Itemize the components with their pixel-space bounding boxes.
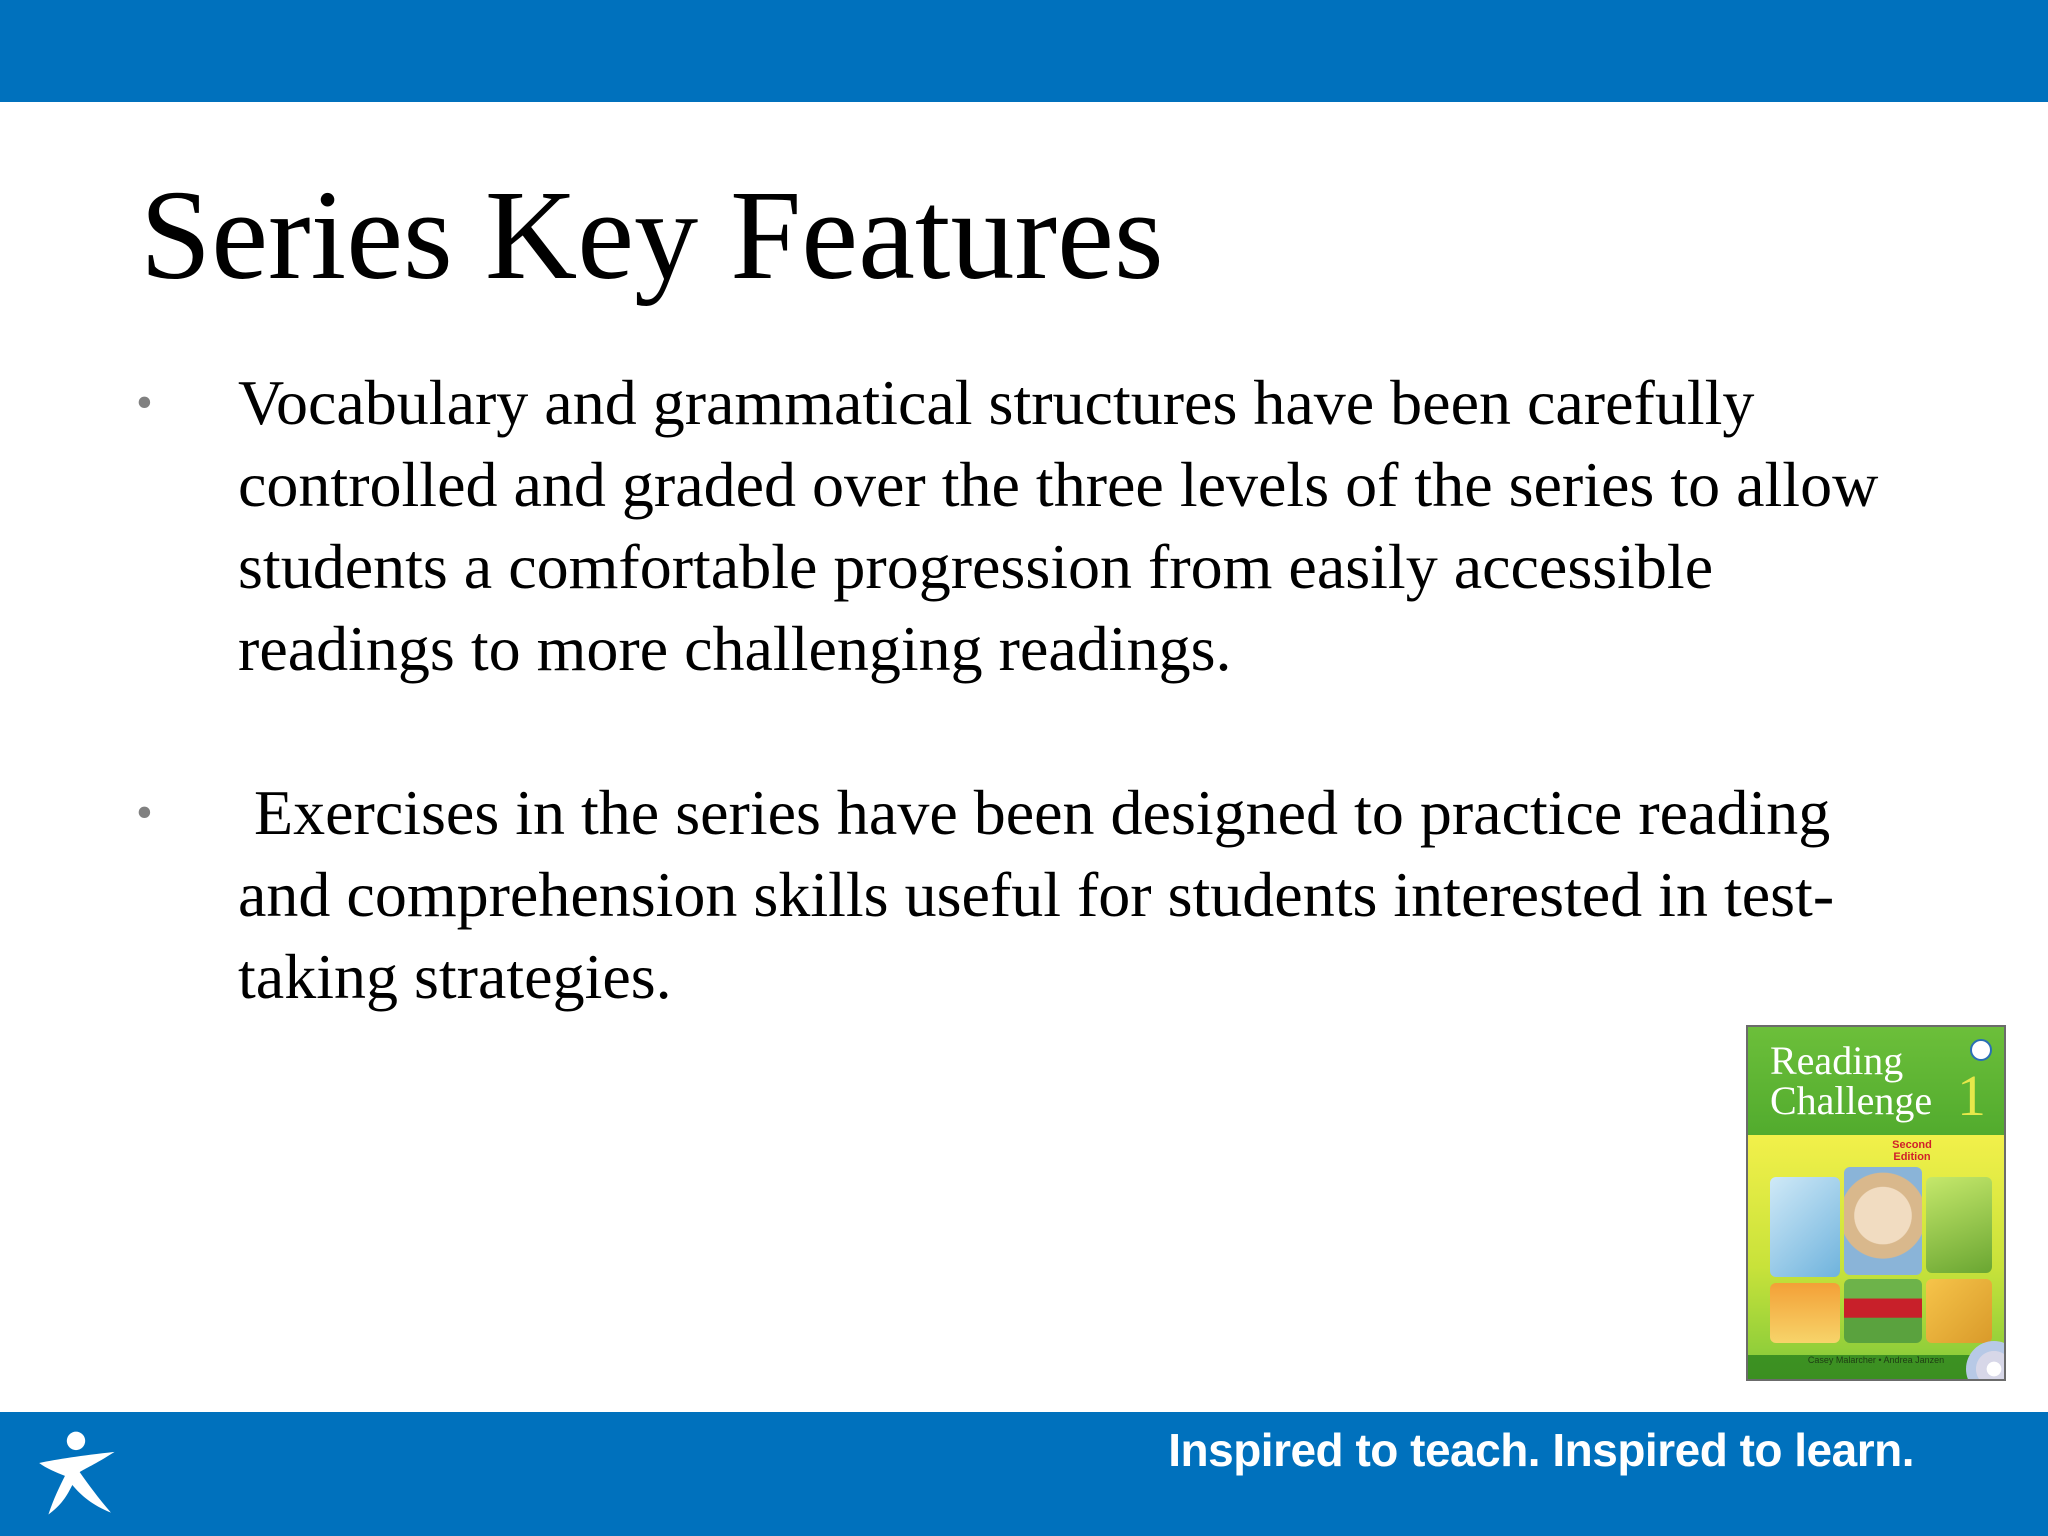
book-authors: Casey Malarcher • Andrea Janzen — [1807, 1355, 1945, 1365]
bullet-text: Exercises in the series have been designed to practice reading and comprehension skills useful for students interested in test-taking strategies. — [238, 777, 1847, 1012]
orange-photo-tile — [1770, 1283, 1840, 1343]
bullet-list — [130, 362, 1890, 1018]
book-title-line1: Reading — [1770, 1038, 1904, 1083]
footer-tagline: Inspired to teach. Inspired to learn. — [1168, 1424, 1914, 1476]
bullet-marker: • — [136, 376, 153, 429]
ladybug-leaf-photo-tile — [1926, 1177, 1992, 1273]
dog-photo-tile — [1844, 1167, 1922, 1275]
publisher-badge-icon — [1970, 1039, 1992, 1061]
grain-photo-tile — [1926, 1279, 1992, 1343]
book-title — [1770, 1038, 1950, 1123]
bullet-item — [130, 362, 1890, 690]
top-header-band — [0, 0, 2048, 102]
bullet-text: Vocabulary and grammatical structures have been carefully controlled and graded over the three levels of the series to allow students a comfortable progression from easily accessible readings to more challenging readings. — [238, 367, 1879, 684]
book-title-line2: Challenge — [1770, 1078, 1933, 1123]
bullet-marker: • — [136, 786, 153, 839]
book-edition: Second Edition — [1892, 1139, 1932, 1163]
book-cover-image — [1746, 1025, 2006, 1381]
slide-title: Series Key Features — [140, 164, 1164, 306]
golfer-photo-tile — [1844, 1279, 1922, 1343]
book-level: 1 — [1957, 1063, 1986, 1128]
star-figure-logo-icon — [30, 1428, 122, 1520]
water-photo-tile — [1770, 1177, 1840, 1277]
bullet-item — [130, 772, 1890, 1018]
